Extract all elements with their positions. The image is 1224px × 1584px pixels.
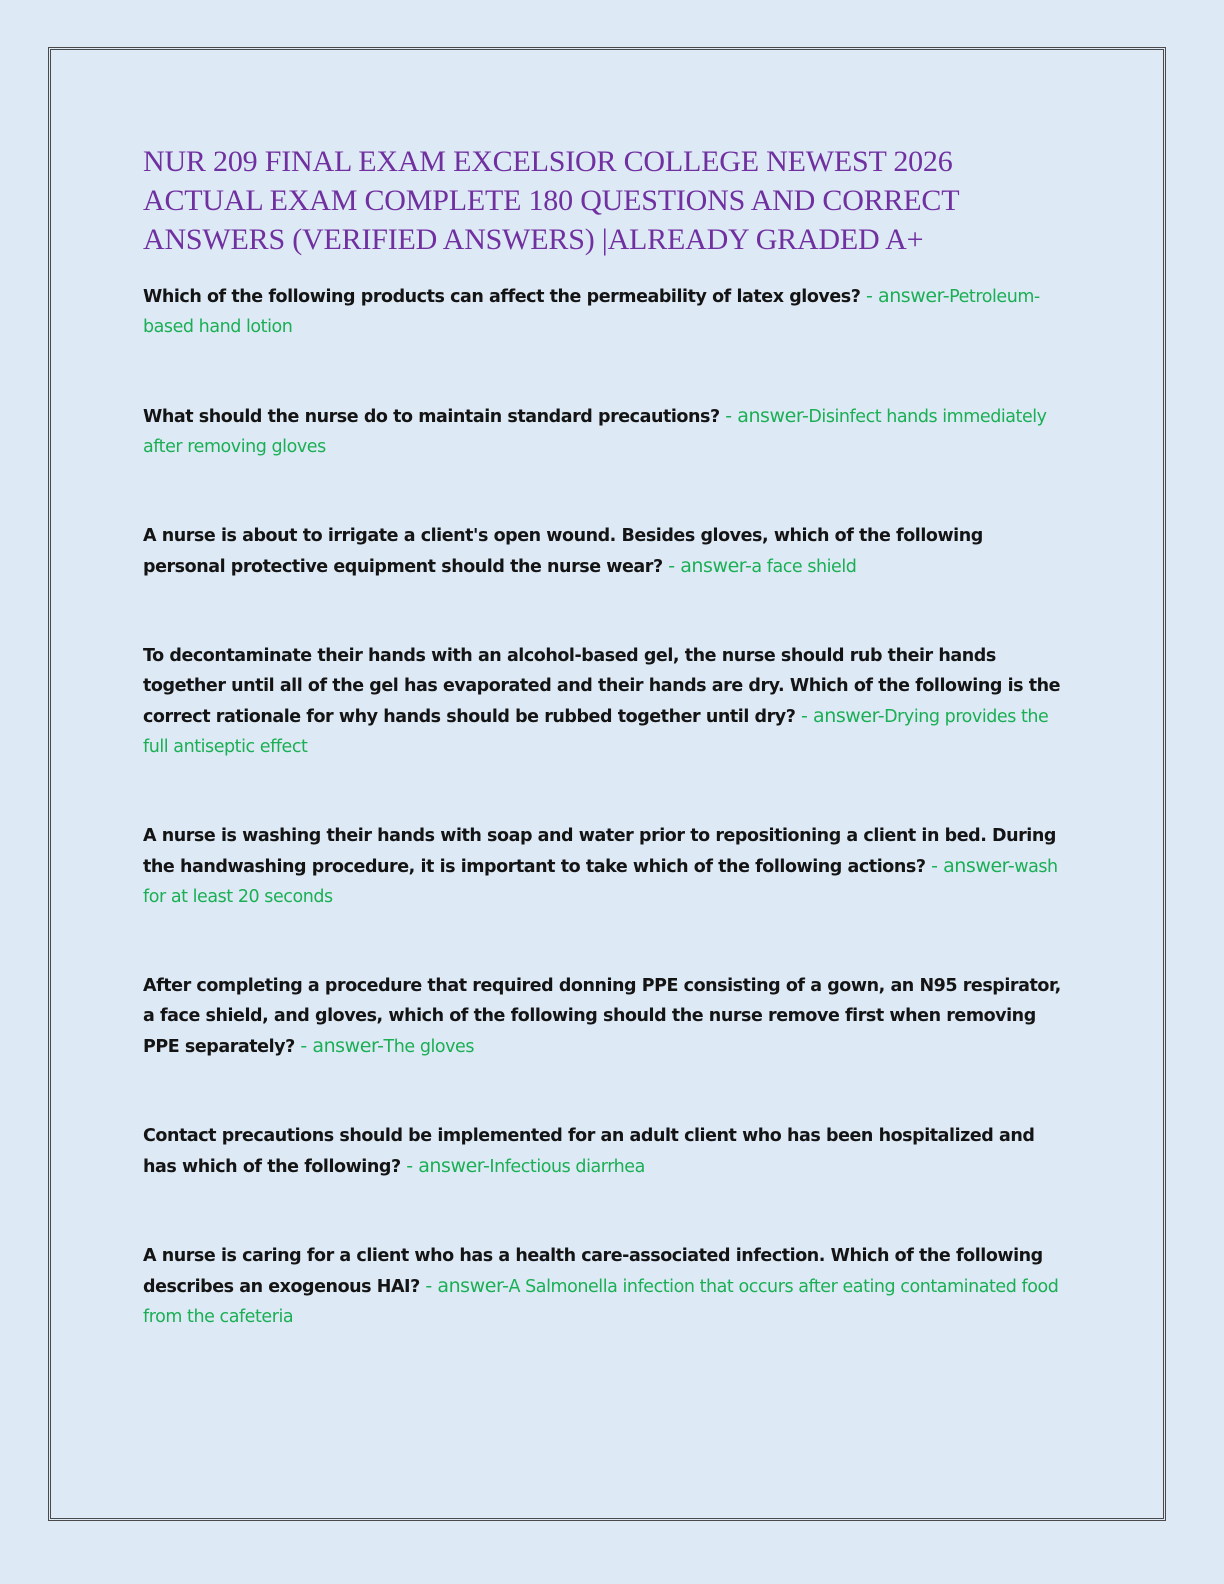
answer-text: wash for at least 20 seconds [143,857,1058,907]
qa-item [143,971,1068,1062]
answer-prefix: - answer- [419,1275,509,1297]
answer-text: The gloves [383,1037,475,1057]
answer-text: Infectious diarrhea [489,1157,645,1177]
answer-text: a face shield [751,557,857,577]
qa-item [143,521,1068,582]
question-text: A nurse is caring for a client who has a health care-associated infection. Which of the following describes an exogenous HAI? [143,1246,1043,1297]
answer-prefix: - answer- [662,555,752,577]
question-text: What should the nurse do to maintain standard precautions? [143,407,720,427]
question-text: Contact precautions should be implemented for an adult client who has been hospitalized and has which of the following? [143,1126,1035,1177]
qa-item [143,1241,1068,1332]
question-text: A nurse is about to irrigate a client's open wound. Besides gloves, which of the following personal protective equipment should the nurse wear? [143,526,983,577]
answer-prefix: - answer- [795,705,885,727]
question-text: After completing a procedure that required donning PPE consisting of a gown, an N95 respirator, a face shield, and gloves, which of the following should the nurse remove first when removing PPE separately? [143,976,1061,1057]
document-body [143,142,1068,1391]
answer-prefix: - answer- [294,1035,384,1057]
qa-item [143,401,1068,462]
question-text: To decontaminate their hands with an alcohol-based gel, the nurse should rub their hands together until all of the gel has evaporated and their hands are dry. Which of the following is the correct rationale for why hands should be rubbed together until dry? [143,646,1061,727]
answer-prefix: - answer- [860,285,950,307]
qa-item [143,281,1068,342]
question-text: A nurse is washing their hands with soap and water prior to repositioning a client in bed. During the handwashing procedure, it is important to take which of the following actions? [143,826,1056,877]
answer-prefix: - answer- [400,1155,490,1177]
answer-text: Petroleum-based hand lotion [143,287,1040,337]
answer-text: A Salmonella infection that occurs after eating contaminated food from the cafeteria [143,1277,1059,1327]
qa-item [143,821,1068,912]
answer-text: Drying provides the full antiseptic effect [143,707,1049,757]
answer-text: Disinfect hands immediately after removing gloves [143,407,1047,457]
qa-item [143,1121,1068,1182]
qa-item [143,641,1068,762]
question-text: Which of the following products can affect the permeability of latex gloves? [143,287,861,307]
document-title: NUR 209 FINAL EXAM EXCELSIOR COLLEGE NEWEST 2026 ACTUAL EXAM COMPLETE 180 QUESTIONS AND CORRECT ANSWERS (VERIFIED ANSWERS) |ALREADY GRADED A+ [143,145,959,256]
answer-prefix: - answer- [925,855,1015,877]
answer-prefix: - answer- [719,405,809,427]
